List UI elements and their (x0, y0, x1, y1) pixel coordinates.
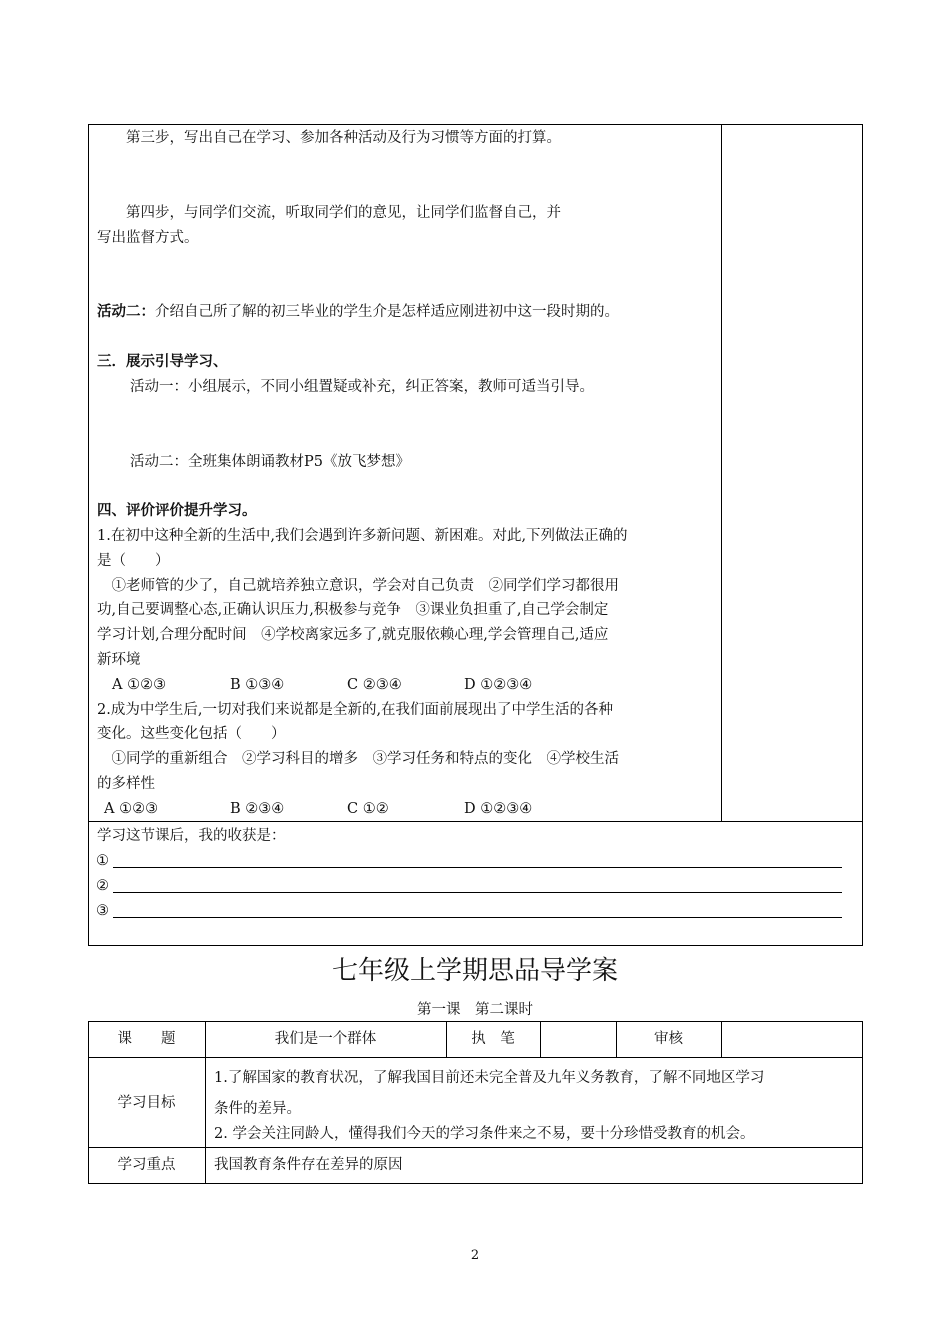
step3-text: 第三步，写出自己在学习、参加各种活动及行为习惯等方面的打算。 (126, 130, 561, 146)
upper-table-side-column-divider (721, 124, 722, 822)
q1-option-b: B ①③④ (230, 677, 285, 693)
goals-line: 2. 学会关注同龄人，懂得我们今天的学习条件来之不易，要十分珍惜受教育的机会。 (214, 1126, 755, 1142)
q2-line: 变化。这些变化包括（ ） (97, 726, 286, 742)
author-label: 执 笔 (471, 1031, 515, 1047)
q2-option-b: B ②③④ (230, 801, 285, 817)
harvest-answer-line-2[interactable] (113, 892, 842, 893)
activity2-label: 活动二： (97, 304, 155, 320)
goals-label: 学习目标 (117, 1095, 176, 1111)
page-number: 2 (470, 1248, 480, 1263)
q2-option-c: C ①② (347, 801, 389, 817)
lower-table-row1-divider-b (540, 1021, 541, 1057)
focus-label: 学习重点 (117, 1157, 176, 1173)
q2-line: 2.成为中学生后,一切对我们来说都是全新的,在我们面前展现出了中学生活的各种 (97, 702, 614, 718)
harvest-answer-line-1[interactable] (113, 867, 842, 868)
q2-line: 的多样性 (97, 776, 155, 792)
q1-option-c: C ②③④ (347, 677, 402, 693)
goals-line: 1.了解国家的教育状况，了解我国目前还未完全普及九年义务教育，了解不同地区学习 (214, 1070, 765, 1086)
topic-label: 课 题 (117, 1031, 176, 1047)
q1-line: ①老师管的少了，自己就培养独立意识，学会对自己负责 ②同学们学习都很用 (97, 578, 619, 594)
topic-value: 我们是一个群体 (274, 1031, 377, 1047)
q1-line: 功,自己要调整心态,正确认识压力,积极参与竞争 ③课业负担重了,自己学会制定 (97, 602, 609, 618)
step4-text-line2: 写出监督方式。 (97, 230, 199, 246)
q1-option-a: A ①②③ (112, 677, 167, 693)
q1-line: 1.在初中这种全新的生活中,我们会遇到许多新问题、新困难。对此,下列做法正确的 (97, 528, 628, 544)
lesson-subtitle: 第一课 第二课时 (417, 1002, 533, 1018)
document-title: 七年级上学期思品导学案 (331, 956, 618, 986)
lower-table-row1-divider-d (721, 1021, 722, 1057)
section3-activity1: 活动一：小组展示，不同小组置疑或补充，纠正答案，教师可适当引导。 (130, 379, 594, 395)
upper-table-harvest-divider (88, 821, 863, 822)
section3-heading: 三．展示引导学习、 (97, 354, 228, 370)
harvest-marker-2: ② (96, 878, 109, 894)
activity2-text: 介绍自己所了解的初三毕业的学生介是怎样适应刚进初中这一段时期的。 (155, 304, 619, 320)
section3-activity2: 活动二：全班集体朗诵教材P5《放飞梦想》 (130, 454, 410, 470)
goals-line: 条件的差异。 (214, 1101, 301, 1117)
q2-option-a: A ①②③ (104, 801, 159, 817)
activity2-line (97, 302, 619, 322)
q1-line: 学习计划,合理分配时间 ④学校离家远多了,就克服依赖心理,学会管理自己,适应 (97, 627, 609, 643)
review-label: 审核 (654, 1031, 683, 1047)
q1-line: 新环境 (97, 652, 141, 668)
harvest-marker-1: ① (96, 853, 109, 869)
section4-heading: 四、评价评价提升学习。 (97, 503, 257, 519)
harvest-prompt: 学习这节课后，我的收获是： (97, 828, 286, 844)
q1-option-d: D ①②③④ (464, 677, 533, 693)
q2-line: ①同学的重新组合 ②学习科目的增多 ③学习任务和特点的变化 ④学校生活 (97, 751, 619, 767)
focus-value: 我国教育条件存在差异的原因 (214, 1157, 403, 1173)
q2-option-d: D ①②③④ (464, 801, 533, 817)
harvest-answer-line-3[interactable] (113, 917, 842, 918)
harvest-marker-3: ③ (96, 903, 109, 919)
step4-text-line1: 第四步，与同学们交流，听取同学们的意见，让同学们监督自己，并 (126, 205, 561, 221)
q1-line: 是（ ） (97, 553, 170, 569)
